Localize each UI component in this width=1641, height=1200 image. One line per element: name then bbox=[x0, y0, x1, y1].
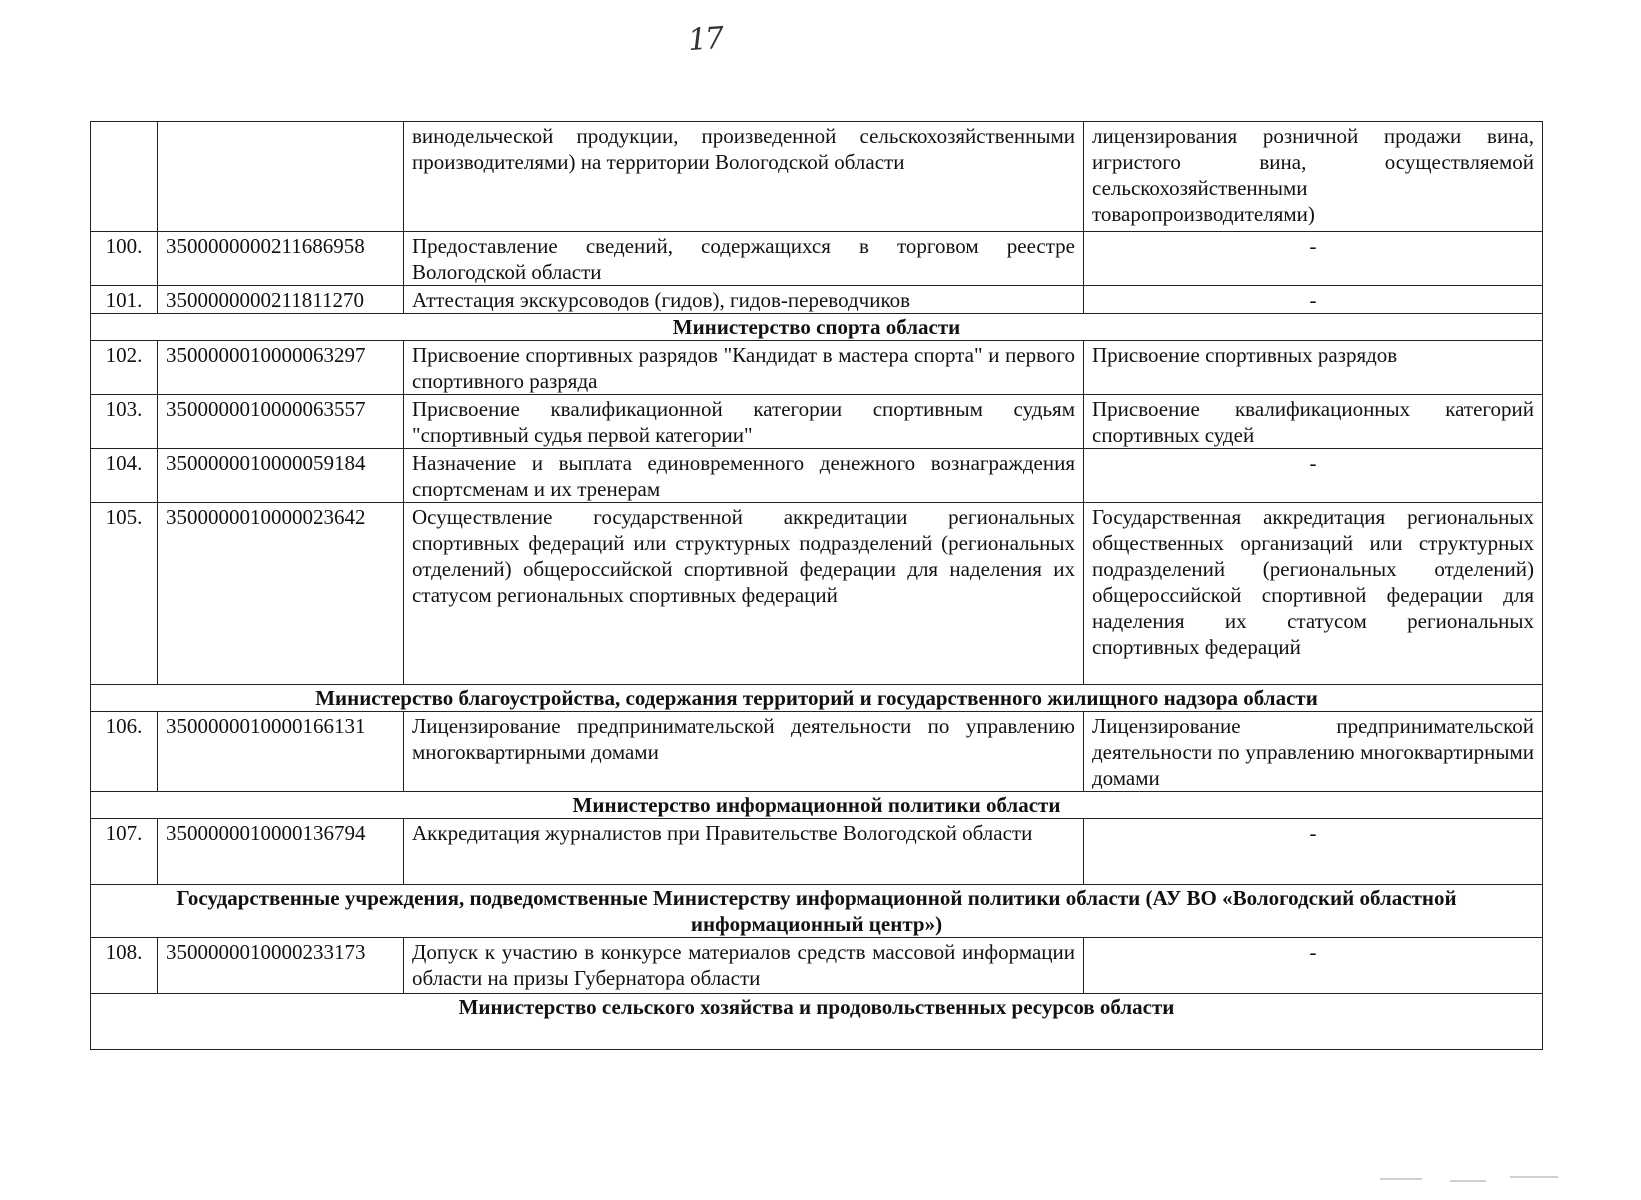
service-id bbox=[158, 122, 404, 232]
row-number: 102. bbox=[91, 341, 158, 395]
registry-body bbox=[91, 122, 1543, 1050]
table-row bbox=[91, 122, 1543, 232]
service-id: 3500000010000233173 bbox=[158, 938, 404, 994]
service-name: Осуществление государственной аккредитации региональных спортивных федераций или структурных подразделений (региональных отделений) общероссийской спортивной федерации для наделения их статусом региональных спортивных федераций bbox=[404, 503, 1084, 685]
federal-service-name: лицензирования розничной продажи вина, игристого вина, осуществляемой сельскохозяйственными товаропроизводителями) bbox=[1084, 122, 1543, 232]
row-number: 100. bbox=[91, 232, 158, 286]
service-name: Аккредитация журналистов при Правительстве Вологодской области bbox=[404, 819, 1084, 885]
federal-service-name: - bbox=[1084, 819, 1543, 885]
services-registry-table bbox=[90, 121, 1543, 1050]
service-name: Лицензирование предпринимательской деятельности по управлению многоквартирными домами bbox=[404, 712, 1084, 792]
service-id: 3500000000211811270 bbox=[158, 286, 404, 314]
service-id: 3500000010000166131 bbox=[158, 712, 404, 792]
page-number: 17 bbox=[686, 20, 724, 59]
row-number: 108. bbox=[91, 938, 158, 994]
federal-service-name: - bbox=[1084, 232, 1543, 286]
service-id: 3500000010000063297 bbox=[158, 341, 404, 395]
scan-mark bbox=[1510, 1176, 1558, 1178]
service-name: Допуск к участию в конкурсе материалов средств массовой информации области на призы Губернатора области bbox=[404, 938, 1084, 994]
federal-service-name: Присвоение спортивных разрядов bbox=[1084, 341, 1543, 395]
section-header-row bbox=[91, 885, 1543, 938]
section-header-row bbox=[91, 685, 1543, 712]
section-header-row bbox=[91, 994, 1543, 1050]
service-id: 3500000010000023642 bbox=[158, 503, 404, 685]
federal-service-name: - bbox=[1084, 938, 1543, 994]
table-row bbox=[91, 232, 1543, 286]
service-id: 3500000010000063557 bbox=[158, 395, 404, 449]
section-header-row bbox=[91, 792, 1543, 819]
scan-mark bbox=[1380, 1178, 1422, 1180]
service-name: Предоставление сведений, содержащихся в торговом реестре Вологодской области bbox=[404, 232, 1084, 286]
service-name: Присвоение спортивных разрядов "Кандидат в мастера спорта" и первого спортивного разряда bbox=[404, 341, 1084, 395]
row-number: 105. bbox=[91, 503, 158, 685]
section-title: Министерство информационной политики области bbox=[91, 792, 1543, 819]
table-row bbox=[91, 395, 1543, 449]
service-id: 3500000010000059184 bbox=[158, 449, 404, 503]
service-name: Присвоение квалификационной категории спортивным судьям "спортивный судья первой категории" bbox=[404, 395, 1084, 449]
federal-service-name: Присвоение квалификационных категорий спортивных судей bbox=[1084, 395, 1543, 449]
federal-service-name: Лицензирование предпринимательской деятельности по управлению многоквартирными домами bbox=[1084, 712, 1543, 792]
section-header-row bbox=[91, 314, 1543, 341]
table-row bbox=[91, 503, 1543, 685]
section-title: Министерство спорта области bbox=[91, 314, 1543, 341]
scan-mark bbox=[1450, 1180, 1486, 1182]
table-row bbox=[91, 286, 1543, 314]
section-title: Министерство сельского хозяйства и продовольственных ресурсов области bbox=[91, 994, 1543, 1050]
row-number: 106. bbox=[91, 712, 158, 792]
federal-service-name: - bbox=[1084, 286, 1543, 314]
service-id: 3500000000211686958 bbox=[158, 232, 404, 286]
row-number: 104. bbox=[91, 449, 158, 503]
service-id: 3500000010000136794 bbox=[158, 819, 404, 885]
row-number bbox=[91, 122, 158, 232]
federal-service-name: - bbox=[1084, 449, 1543, 503]
row-number: 107. bbox=[91, 819, 158, 885]
row-number: 101. bbox=[91, 286, 158, 314]
table-row bbox=[91, 449, 1543, 503]
service-name: Аттестация экскурсоводов (гидов), гидов-переводчиков bbox=[404, 286, 1084, 314]
table-row bbox=[91, 712, 1543, 792]
section-title: Министерство благоустройства, содержания территорий и государственного жилищного надзора области bbox=[91, 685, 1543, 712]
section-title: Государственные учреждения, подведомственные Министерству информационной политики области (АУ ВО «Вологодский областной информационный центр») bbox=[91, 885, 1543, 938]
service-name: винодельческой продукции, произведенной сельскохозяйственными производителями) на территории Вологодской области bbox=[404, 122, 1084, 232]
table-row bbox=[91, 938, 1543, 994]
row-number: 103. bbox=[91, 395, 158, 449]
table-row bbox=[91, 341, 1543, 395]
table-row bbox=[91, 819, 1543, 885]
service-name: Назначение и выплата единовременного денежного вознаграждения спортсменам и их тренерам bbox=[404, 449, 1084, 503]
federal-service-name: Государственная аккредитация региональных общественных организаций или структурных подразделений (региональных отделений) общероссийской спортивной федерации для наделения их статусом региональных спортивных федераций bbox=[1084, 503, 1543, 685]
